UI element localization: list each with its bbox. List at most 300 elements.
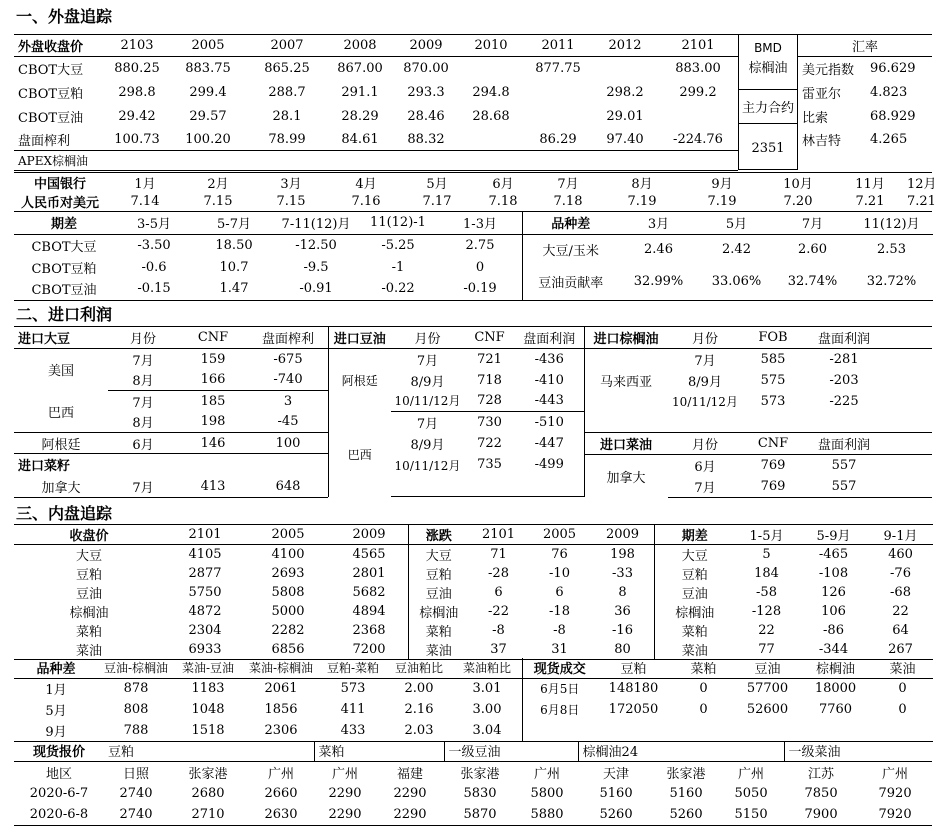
rate-row — [14, 192, 932, 212]
cell: 126 — [821, 585, 846, 600]
cell: 880.25 — [114, 61, 160, 77]
cell: 28.1 — [272, 109, 302, 124]
header-cell: 菜油-棕榈油 — [242, 658, 320, 678]
row-label: 5月 — [45, 704, 67, 719]
cell: 573 — [340, 681, 366, 697]
cell: -224.76 — [673, 131, 723, 147]
deal-head-row — [523, 658, 933, 678]
cell: 0 — [898, 681, 907, 697]
row-label: 1月 — [45, 683, 67, 699]
fx-value: 68.929 — [870, 109, 916, 124]
import-soybean-table — [14, 326, 328, 498]
cell: 3 — [283, 393, 293, 409]
cell: 870.00 — [403, 61, 449, 77]
table-row — [14, 234, 522, 256]
header-cell: 一级豆油 — [444, 741, 578, 761]
cell — [592, 57, 658, 81]
cell: 100.20 — [185, 131, 231, 147]
cell: -510 — [534, 414, 564, 430]
rate-cell: 7.21 — [834, 192, 906, 212]
table-row — [14, 602, 408, 621]
table-row — [655, 621, 933, 640]
cell: 6 — [494, 585, 503, 600]
row-label: 棕榈油 — [675, 606, 715, 621]
table-row — [655, 583, 933, 602]
header-cell: 豆油 — [737, 658, 799, 678]
cell: 28.68 — [472, 109, 510, 124]
cell: 10/11/12月 — [391, 391, 465, 412]
row-label: CBOT大豆 — [18, 63, 84, 79]
cell: 2740 — [119, 786, 153, 801]
header-cell: 盘面利润 — [804, 327, 884, 349]
header-cell: 进口菜油 — [584, 433, 668, 455]
cell: -0.22 — [358, 278, 438, 300]
cell: -499 — [515, 454, 585, 497]
cell: 4105 — [188, 547, 222, 562]
header-cell: 5月 — [699, 212, 775, 234]
cell: 33.06% — [699, 264, 775, 300]
table-row — [523, 699, 933, 720]
header-cell: 2009 — [330, 525, 408, 545]
cell: 148180 — [608, 681, 659, 697]
cell: -8 — [492, 623, 505, 638]
cell: 5260 — [654, 804, 718, 825]
month-cell: 2月 — [184, 173, 252, 193]
row-label: 大豆 — [681, 549, 708, 564]
cell: 293.3 — [407, 85, 445, 100]
import-palm-table — [584, 326, 932, 498]
month-cell: 6月 — [472, 173, 534, 193]
header-cell: 2101 — [469, 525, 529, 545]
soy-head-row — [14, 327, 328, 349]
cell: 5160 — [669, 786, 703, 801]
rate-cell: 7.21 — [906, 192, 932, 212]
cell: 2660 — [264, 786, 298, 801]
cell: 4100 — [271, 547, 305, 562]
table-row — [14, 57, 738, 81]
cell: 5880 — [516, 804, 578, 825]
quote-head-row — [14, 741, 932, 761]
cell: 2740 — [104, 804, 168, 825]
table-row — [14, 391, 328, 412]
table-row — [14, 640, 408, 660]
header-cell: 月份 — [668, 433, 742, 455]
section-title-import-profit: 二、进口利润 — [16, 305, 113, 324]
month-row — [14, 173, 932, 193]
cell: 32.72% — [851, 264, 933, 300]
close-head-row — [14, 525, 408, 545]
fx-value: 4.823 — [870, 85, 908, 100]
header-cell: 7月 — [775, 212, 851, 234]
table-row — [409, 621, 655, 640]
cell: 1518 — [174, 720, 242, 741]
apex-label: APEX棕榈油 — [14, 151, 248, 171]
fx-row — [798, 129, 932, 151]
sub-cell: 广州 — [882, 766, 909, 782]
cell: 460 — [888, 547, 913, 562]
cell: -436 — [534, 351, 564, 367]
header-cell: CNF — [178, 327, 248, 349]
sub-cell: 张家港 — [460, 766, 500, 782]
cell: 267 — [869, 640, 933, 660]
spot-quote-table — [14, 741, 932, 826]
table-row — [14, 621, 408, 640]
cell: 2.16 — [404, 702, 434, 717]
row-label: 2020-6-7 — [29, 786, 89, 801]
header-cell: 现货报价 — [14, 741, 104, 761]
row-label: 豆油贡献率 — [523, 264, 619, 300]
cell: 159 — [200, 351, 226, 367]
cell: 7760 — [818, 702, 853, 717]
bank-label: 中国银行 — [14, 173, 106, 193]
main-contract-label: 主力合约 — [741, 101, 794, 116]
header-cell: FOB — [742, 327, 804, 349]
table-row — [329, 412, 585, 433]
cell: -447 — [534, 435, 564, 451]
row-label: CBOT大豆 — [31, 239, 97, 255]
cell: 5 — [762, 547, 771, 562]
month-cell: 3月 — [252, 173, 330, 193]
row-label: 菜粕 — [75, 625, 102, 640]
header-cell: 5-7月 — [194, 212, 274, 234]
header-cell: 棕榈油24 — [578, 741, 784, 761]
vd-head-row — [14, 658, 522, 678]
cell: 8/9月 — [410, 437, 445, 453]
cell: 5870 — [444, 804, 516, 825]
header-cell: 豆油-棕榈油 — [98, 658, 174, 678]
cell: 2290 — [376, 804, 444, 825]
header-cell: CNF — [742, 433, 804, 455]
cell: 100 — [248, 433, 328, 454]
variety-head-row — [523, 212, 933, 234]
cell: 883.75 — [185, 61, 231, 77]
variety-spread-table — [522, 212, 933, 301]
cell: -22 — [488, 604, 509, 619]
rate-cell: 7.19 — [682, 192, 762, 212]
cell: 865.25 — [264, 61, 310, 77]
cell: 97.40 — [606, 131, 644, 147]
cell: 728 — [465, 391, 515, 412]
table-row — [14, 564, 408, 583]
month-cell: 5月 — [402, 173, 472, 193]
origin-label: 美国 — [47, 364, 74, 380]
rate-cell: 7.19 — [602, 192, 682, 212]
cell: 735 — [465, 454, 515, 497]
row-label: CBOT豆粕 — [18, 87, 84, 102]
rate-cell: 7.20 — [762, 192, 834, 212]
fx-row — [798, 105, 932, 129]
cell: 86.29 — [539, 131, 577, 147]
cell: 18000 — [814, 681, 857, 697]
cell: 722 — [477, 435, 502, 451]
row-label: 菜油 — [14, 640, 164, 660]
header-cell: 菜粕 — [314, 741, 444, 761]
rate-cell: 7.17 — [402, 192, 472, 212]
cell — [524, 81, 592, 105]
cell: 5150 — [718, 804, 784, 825]
header-cell: 期差 — [655, 525, 735, 545]
table-row — [14, 433, 328, 454]
cell: 413 — [178, 476, 248, 498]
row-label: CBOT豆油 — [18, 111, 84, 126]
header-cell: 2007 — [248, 35, 326, 57]
cell: 2693 — [271, 566, 305, 581]
domestic-spread-table — [654, 524, 933, 660]
cell: -28 — [488, 566, 509, 581]
cell: -12.50 — [295, 237, 337, 253]
row-label: 豆油 — [425, 587, 452, 602]
table-row — [14, 720, 522, 741]
cell: -108 — [818, 566, 849, 581]
header-cell: 月份 — [668, 327, 742, 349]
palm-head-row — [584, 327, 932, 349]
cell: 877.75 — [535, 61, 581, 77]
cell: 7920 — [858, 804, 932, 825]
row-label: CBOT豆粕 — [31, 261, 97, 277]
header-cell: 菜油 — [873, 658, 933, 678]
table-row — [14, 678, 522, 699]
cell: 106 — [821, 604, 846, 619]
rate-cell: 7.18 — [534, 192, 602, 212]
cell: 0 — [699, 702, 708, 717]
cell: 5750 — [188, 585, 222, 600]
header-cell: 棕榈油 — [799, 658, 873, 678]
cell: 2290 — [393, 786, 427, 801]
header-cell: 5-9月 — [799, 525, 869, 545]
cell: 28.29 — [341, 109, 379, 124]
month-cell: 4月 — [330, 173, 402, 193]
cell: 198 — [178, 412, 248, 433]
cell: 433 — [320, 720, 386, 741]
cell: 2.75 — [465, 237, 495, 253]
header-cell: 豆粕-菜粕 — [320, 658, 386, 678]
month-cell: 8月 — [602, 173, 682, 193]
row-label: 2020-6-8 — [14, 804, 104, 825]
cell: 878 — [123, 681, 149, 697]
cell: 6 — [555, 585, 564, 600]
table-row — [655, 545, 933, 565]
header-cell: 月份 — [391, 327, 465, 349]
cell: 2.42 — [722, 241, 751, 257]
table-row — [655, 640, 933, 660]
cell: 5682 — [352, 585, 386, 600]
section-title-overseas: 一、外盘追踪 — [16, 7, 113, 26]
cell: -8 — [553, 623, 566, 638]
table-row — [409, 640, 655, 660]
cell: 32.74% — [775, 264, 851, 300]
cell: 78.99 — [268, 131, 306, 147]
header-cell: 2005 — [168, 35, 248, 57]
cell: 883.00 — [675, 61, 721, 77]
header-cell: 进口大豆 — [14, 327, 108, 349]
cell: 411 — [340, 702, 366, 717]
cell: 29.57 — [189, 109, 227, 124]
cell: 2.03 — [386, 720, 452, 741]
header-cell: 2009 — [394, 35, 458, 57]
table-row — [523, 264, 933, 300]
bmd-box — [738, 34, 798, 170]
row-label: 豆粕 — [681, 568, 708, 583]
cell: 28.46 — [407, 109, 445, 124]
cell: -344 — [799, 640, 869, 660]
cell — [458, 129, 524, 151]
cell: -128 — [751, 604, 782, 619]
sub-cell: 广州 — [332, 766, 359, 782]
month-cell: 12月 — [906, 173, 932, 193]
overseas-close-table — [14, 34, 738, 171]
cell: 2630 — [248, 804, 314, 825]
cell: 8/9月 — [410, 374, 445, 390]
cell: 2.46 — [644, 241, 673, 257]
cell: 769 — [760, 457, 786, 473]
cell: 575 — [760, 372, 786, 388]
cell: 4565 — [352, 547, 386, 562]
cell: 5260 — [578, 804, 654, 825]
table-row — [584, 455, 932, 476]
cell: 29.42 — [118, 109, 156, 124]
row-label: 豆油 — [75, 587, 102, 602]
cell — [658, 105, 738, 129]
fx-title: 汇率 — [798, 35, 932, 57]
cell: 557 — [804, 476, 884, 498]
header-cell: 涨跌 — [409, 525, 469, 545]
cell: 6月 — [108, 433, 178, 454]
table-row — [584, 349, 932, 370]
cell: -58 — [756, 585, 777, 600]
row-label: 豆粕 — [75, 568, 102, 583]
cell: 1183 — [191, 681, 225, 697]
header-cell: 豆粕 — [597, 658, 671, 678]
table-row — [14, 256, 522, 278]
sub-cell: 天津 — [603, 766, 630, 782]
origin-label: 加拿大 — [606, 470, 646, 486]
cell: 648 — [248, 476, 328, 498]
table-row — [14, 545, 408, 565]
origin-label: 巴西 — [347, 447, 372, 462]
cell: -5.25 — [381, 237, 415, 253]
month-cell: 1月 — [106, 173, 184, 193]
table-row — [14, 278, 522, 300]
sub-cell: 日照 — [122, 766, 149, 782]
header-cell: 一级菜油 — [784, 741, 932, 761]
cell: 88.32 — [407, 131, 445, 147]
cell: 2680 — [191, 786, 225, 801]
cell: 2282 — [271, 623, 305, 638]
cell: 8月 — [108, 412, 178, 433]
quote-sub-row — [14, 761, 932, 783]
header-cell: 现货成交 — [523, 658, 597, 678]
cell: -0.6 — [141, 259, 167, 275]
cell: 7月 — [694, 353, 716, 369]
header-cell: 9-1月 — [869, 525, 933, 545]
cell: 5808 — [271, 585, 305, 600]
cell: 29.01 — [606, 109, 644, 124]
cell: -16 — [612, 623, 633, 638]
row-label: 棕榈油 — [419, 606, 459, 621]
domestic-variety-table — [14, 658, 522, 742]
header-cell: 外盘收盘价 — [14, 35, 106, 57]
cell: 808 — [123, 702, 149, 717]
row-label: 盘面榨利 — [18, 133, 71, 149]
header-cell: 2008 — [326, 35, 394, 57]
table-row — [14, 583, 408, 602]
fx-name: 林吉特 — [802, 134, 842, 149]
cell: -18 — [549, 604, 570, 619]
sub-cell: 江苏 — [808, 766, 835, 782]
header-cell: 进口棕榈油 — [584, 327, 668, 349]
cell: 7月 — [108, 476, 178, 498]
cell: 31 — [529, 640, 591, 660]
rate-cell: 7.15 — [252, 192, 330, 212]
header-cell: 1-3月 — [438, 212, 522, 234]
header-cell: 2005 — [529, 525, 591, 545]
cell: -0.91 — [274, 278, 358, 300]
cell: -465 — [818, 547, 849, 562]
cell: 0 — [699, 681, 708, 697]
cell: 788 — [98, 720, 174, 741]
overseas-head-row — [14, 35, 738, 57]
cell: 2.53 — [877, 241, 906, 257]
cell: 2061 — [264, 681, 298, 697]
cell: 64 — [892, 623, 909, 638]
cell: 2801 — [352, 566, 386, 581]
month-cell: 11月 — [834, 173, 906, 193]
cell: 7月 — [132, 353, 154, 369]
header-cell: 11(12)月 — [851, 212, 933, 234]
table-row — [14, 476, 328, 498]
table-row — [14, 804, 932, 825]
header-cell: 品种差 — [523, 212, 619, 234]
cell: 7月 — [416, 353, 439, 369]
header-cell: 品种差 — [14, 658, 98, 678]
cell: 166 — [178, 370, 248, 391]
cell: -410 — [534, 372, 564, 388]
cell: 2290 — [314, 804, 376, 825]
cell: 867.00 — [337, 61, 383, 77]
row-label: 菜粕 — [425, 625, 452, 640]
table-row — [14, 454, 328, 476]
row-label: 6月5日 — [540, 682, 580, 697]
table-row — [14, 151, 738, 171]
cell: -86 — [823, 623, 844, 638]
cell: 721 — [477, 351, 502, 367]
cell: 291.1 — [341, 85, 379, 100]
cell: 718 — [477, 372, 502, 388]
cell: 3.01 — [472, 681, 502, 697]
header-cell: 2009 — [591, 525, 655, 545]
cell: 84.61 — [341, 131, 379, 147]
sub-cell: 张家港 — [666, 766, 706, 782]
rate-cell: 7.15 — [184, 192, 252, 212]
cell: 5050 — [734, 786, 768, 801]
fx-name: 比索 — [802, 111, 829, 126]
cell: 2368 — [352, 623, 386, 638]
header-cell: 3月 — [619, 212, 699, 234]
cell: 1856 — [264, 702, 298, 717]
cell: 7月 — [132, 395, 154, 411]
table-row — [409, 602, 655, 621]
cell: 172050 — [608, 702, 659, 717]
cell: 3.04 — [452, 720, 522, 741]
cell: 4872 — [188, 604, 222, 619]
row-label: 棕榈油 — [69, 606, 109, 621]
section-title-domestic: 三、内盘追踪 — [16, 504, 113, 523]
cell: 6856 — [246, 640, 330, 660]
oil-head-row — [329, 327, 585, 349]
cell: 5160 — [599, 786, 633, 801]
dsp-head-row — [655, 525, 933, 545]
cell: 8 — [618, 585, 627, 600]
